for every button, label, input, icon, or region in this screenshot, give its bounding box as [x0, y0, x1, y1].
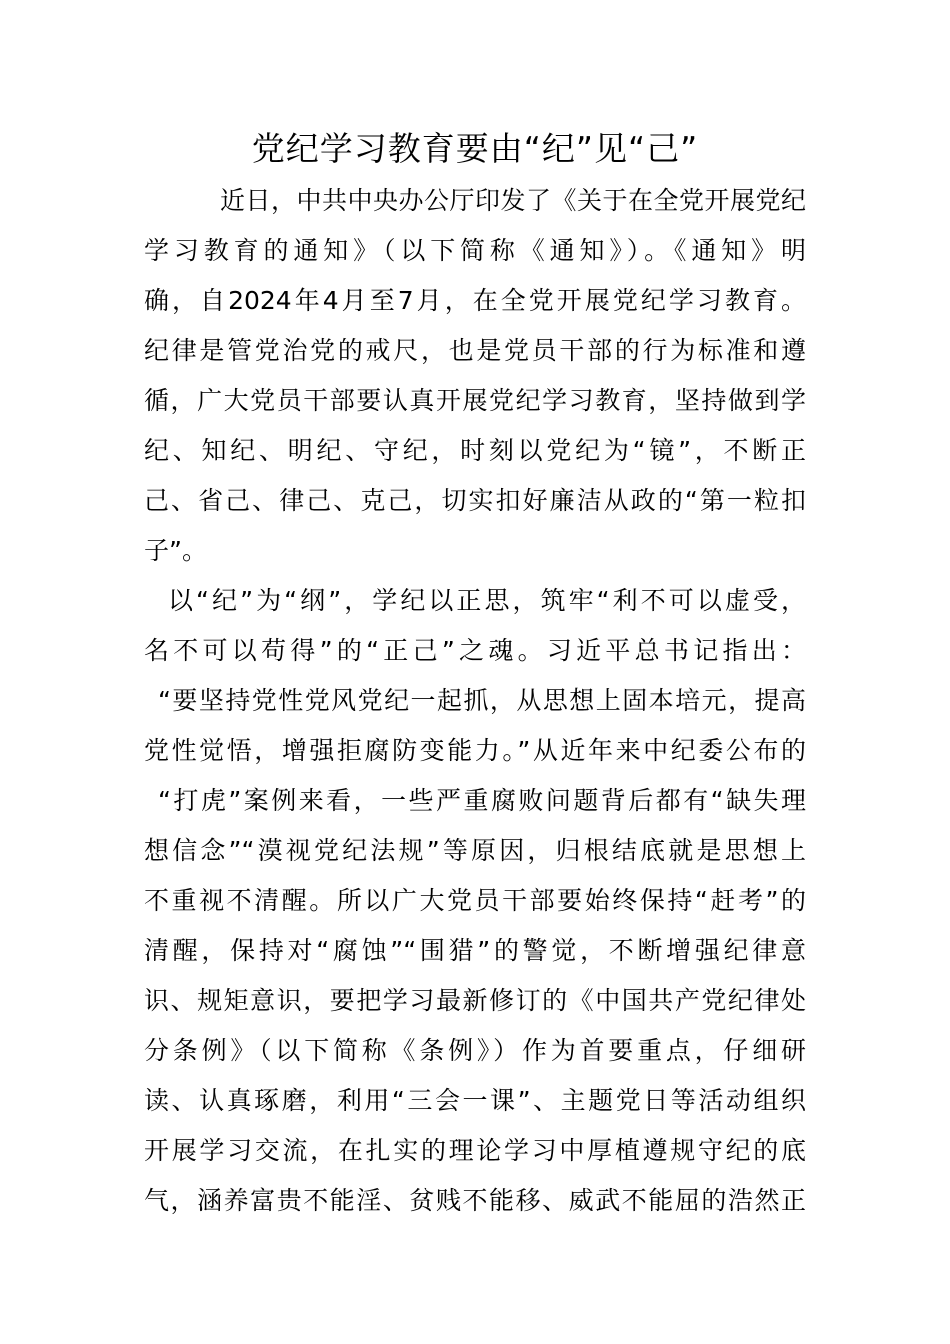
document-body — [144, 176, 806, 1226]
paragraph-line: 识、规矩意识，要把学习最新修订的《中国共产党纪律处 — [144, 986, 806, 1015]
document-title: 党纪学习教育要由“纪”见“己” — [251, 129, 699, 168]
paragraph-line: 读、认真琢磨，利用“三会一课”、主题党日等活动组织 — [144, 1086, 806, 1115]
paragraph-line: 己、省己、律己、克己，切实扣好廉洁从政的“第一粒扣 — [144, 486, 806, 515]
paragraph-line: 不重视不清醒。所以广大党员干部要始终保持“赶考”的 — [144, 886, 806, 915]
paragraph-line: “要坚持党性党风党纪一起抓，从思想上固本培元，提高 — [158, 686, 806, 715]
paragraph-line: 学习教育的通知》（以下简称《通知》）。《通知》明 — [144, 236, 806, 265]
paragraph-line: 分条例》（以下简称《条例》）作为首要重点，仔细研 — [144, 1036, 806, 1065]
paragraph-line: 纪、知纪、明纪、守纪，时刻以党纪为“镜”，不断正 — [144, 436, 806, 465]
paragraph-line: 确，自2024年4月至7月，在全党开展党纪学习教育。 — [144, 286, 806, 315]
paragraph-2 — [144, 576, 806, 1226]
paragraph-line: 想信念”“漠视党纪法规”等原因，归根结底就是思想上 — [144, 836, 806, 865]
paragraph-line: 纪律是管党治党的戒尺，也是党员干部的行为标准和遵 — [144, 336, 806, 365]
paragraph-line: 近日，中共中央办公厅印发了《关于在全党开展党纪 — [220, 186, 806, 215]
paragraph-line: 清醒，保持对“腐蚀”“围猎”的警觉，不断增强纪律意 — [144, 936, 806, 965]
paragraph-line: 子”。 — [144, 536, 207, 565]
paragraph-line: 气，涵养富贵不能淫、贫贱不能移、威武不能屈的浩然正 — [144, 1186, 806, 1215]
paragraph-line: “打虎”案例来看，一些严重腐败问题背后都有“缺失理 — [158, 786, 806, 815]
paragraph-line: 循，广大党员干部要认真开展党纪学习教育，坚持做到学 — [144, 386, 806, 415]
paragraph-line: 以“纪”为“纲”，学纪以正思，筑牢“利不可以虚受， — [168, 586, 806, 615]
paragraph-line: 党性觉悟，增强拒腐防变能力。”从近年来中纪委公布的 — [144, 736, 806, 765]
paragraph-line: 开展学习交流，在扎实的理论学习中厚植遵规守纪的底 — [144, 1136, 806, 1165]
paragraph-1 — [144, 176, 806, 576]
paragraph-line: 名不可以苟得”的“正己”之魂。习近平总书记指出： — [144, 636, 806, 665]
